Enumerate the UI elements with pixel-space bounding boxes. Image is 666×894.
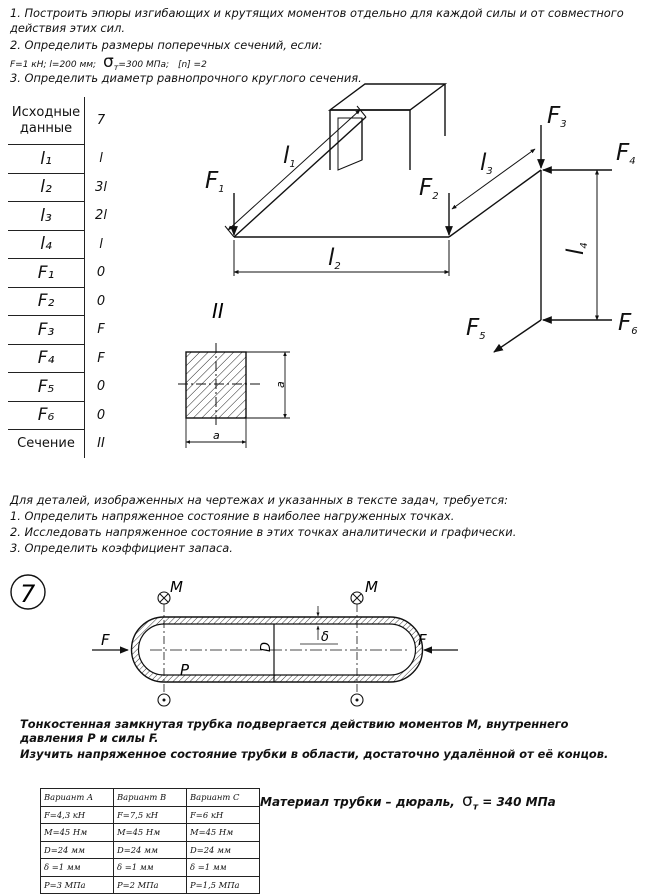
frame-labels	[205, 103, 638, 342]
safety-factor: [n] =2	[177, 60, 207, 70]
fixed-support	[330, 84, 445, 170]
sigma-value: =300 МПа;	[118, 60, 170, 70]
tube-D: D	[259, 641, 274, 652]
table-row	[41, 824, 260, 842]
variant-cell: F=7,5 кН	[114, 806, 187, 824]
row-label: F₆	[8, 401, 85, 430]
variant-cell: P=2 МПа	[114, 876, 187, 894]
task-line-1: 1. Построить эпюры изгибающих и крутящих моментов отдельно для каждой силы и от совместного	[10, 6, 624, 20]
tube-M-right: M	[365, 578, 378, 596]
tube-text-3: Изучить напряженное состояние трубки в области, достаточно удалённой от её концов.	[20, 747, 609, 761]
label-l1: l1	[283, 143, 296, 170]
label-F3: F3	[547, 103, 567, 130]
intro-line-3: 2. Исследовать напряженное состояние в этих точках аналитически и графически.	[10, 525, 517, 539]
label-l3: l3	[480, 150, 493, 177]
frame	[234, 117, 541, 320]
row-value: 0	[96, 293, 106, 309]
dim-a-bottom: a	[213, 429, 220, 442]
section-label: Сечение	[8, 430, 85, 458]
row-label: F₂	[8, 287, 85, 316]
variant-header: Вариант C	[187, 789, 260, 807]
row-label: F₁	[8, 259, 85, 288]
row-label: l₁	[8, 145, 85, 174]
row-label: F₄	[8, 344, 85, 373]
cross-section-II	[178, 299, 290, 448]
variant-cell: P=3 МПа	[41, 876, 114, 894]
intro-line-2: 1. Определить напряженное состояние в наиболее нагруженных точках.	[10, 509, 455, 523]
table-row	[41, 806, 260, 824]
sigma-symbol: σ	[102, 52, 114, 72]
header-label: Исходные данные	[8, 97, 85, 145]
variant-cell: δ =1 мм	[187, 859, 260, 877]
variant-cell: M=45 Нм	[187, 824, 260, 842]
row-label: l₂	[8, 173, 85, 202]
row-value: l	[99, 236, 103, 252]
variants-header-row	[41, 789, 260, 807]
variant-cell: D=24 мм	[114, 841, 187, 859]
variant-cell: δ =1 мм	[114, 859, 187, 877]
section-value: II	[97, 436, 105, 451]
header-variant: 7	[96, 113, 106, 129]
row-value: 0	[96, 407, 106, 423]
tube-delta: δ	[321, 630, 329, 645]
params-text: F=1 кН; l=200 мм;	[10, 60, 97, 70]
tube-P: P	[180, 661, 190, 679]
tube-M-left: M	[170, 578, 183, 596]
row-label: F₃	[8, 316, 85, 345]
label-F6: F6	[618, 310, 638, 337]
section-roman: II	[212, 299, 224, 323]
label-l2: l2	[328, 245, 341, 272]
label-F1: F1	[205, 168, 225, 195]
variant-cell: F=6 кН	[187, 806, 260, 824]
variant-cell: D=24 мм	[187, 841, 260, 859]
variant-cell: M=45 Нм	[114, 824, 187, 842]
row-value: 3l	[95, 179, 107, 195]
dim-a-right: a	[274, 381, 287, 388]
variant-header: Вариант A	[41, 789, 114, 807]
task-line-3: 2. Определить размеры поперечных сечений, если:	[10, 38, 323, 52]
material-sigma-sub: т	[472, 802, 479, 813]
label-F4: F4	[616, 140, 636, 167]
tube-text-2: давления P и силы F.	[20, 731, 159, 745]
tube-F-left: F	[101, 631, 110, 649]
variant-cell: P=1,5 МПа	[187, 876, 260, 894]
material-text: Материал трубки – дюраль,	[260, 795, 455, 809]
row-label: F₅	[8, 373, 85, 402]
row-value: F	[97, 350, 105, 366]
variant-cell: D=24 мм	[41, 841, 114, 859]
row-label: l₃	[8, 202, 85, 231]
tube-text-1: Тонкостенная замкнутая трубка подвергается действию моментов M, внутреннего	[20, 717, 569, 731]
task-line-2: действия этих сил.	[10, 21, 125, 35]
row-value: F	[97, 322, 105, 338]
sigma-sub: т	[113, 62, 119, 72]
row-value: 0	[96, 265, 106, 281]
row-value: 0	[96, 379, 106, 395]
variant-cell: δ =1 мм	[41, 859, 114, 877]
tube-F-right: F	[418, 631, 427, 649]
label-l4: l4	[563, 242, 590, 255]
table-row	[41, 841, 260, 859]
problem-number: 7	[20, 580, 36, 608]
row-label: l₄	[8, 230, 85, 259]
variant-cell: M=45 Нм	[41, 824, 114, 842]
intro-line-1: Для деталей, изображенных на чертежах и указанных в тексте задач, требуется:	[10, 493, 508, 507]
label-F5: F5	[466, 315, 486, 342]
variant-cell: F=4,3 кН	[41, 806, 114, 824]
variants-table	[40, 788, 260, 894]
tube-drawing	[11, 575, 458, 706]
material-value: = 340 МПа	[482, 795, 556, 809]
dimensions	[225, 106, 610, 320]
variant-header: Вариант B	[114, 789, 187, 807]
intro-line-4: 3. Определить коэффициент запаса.	[10, 541, 233, 555]
row-value: l	[99, 151, 103, 167]
material-sigma: σ	[462, 791, 473, 811]
label-F2: F2	[419, 175, 439, 202]
material-note	[260, 791, 556, 812]
row-value: 2l	[95, 208, 107, 224]
task-line-5: 3. Определить диаметр равнопрочного круглого сечения.	[10, 71, 362, 85]
table-row	[41, 859, 260, 877]
